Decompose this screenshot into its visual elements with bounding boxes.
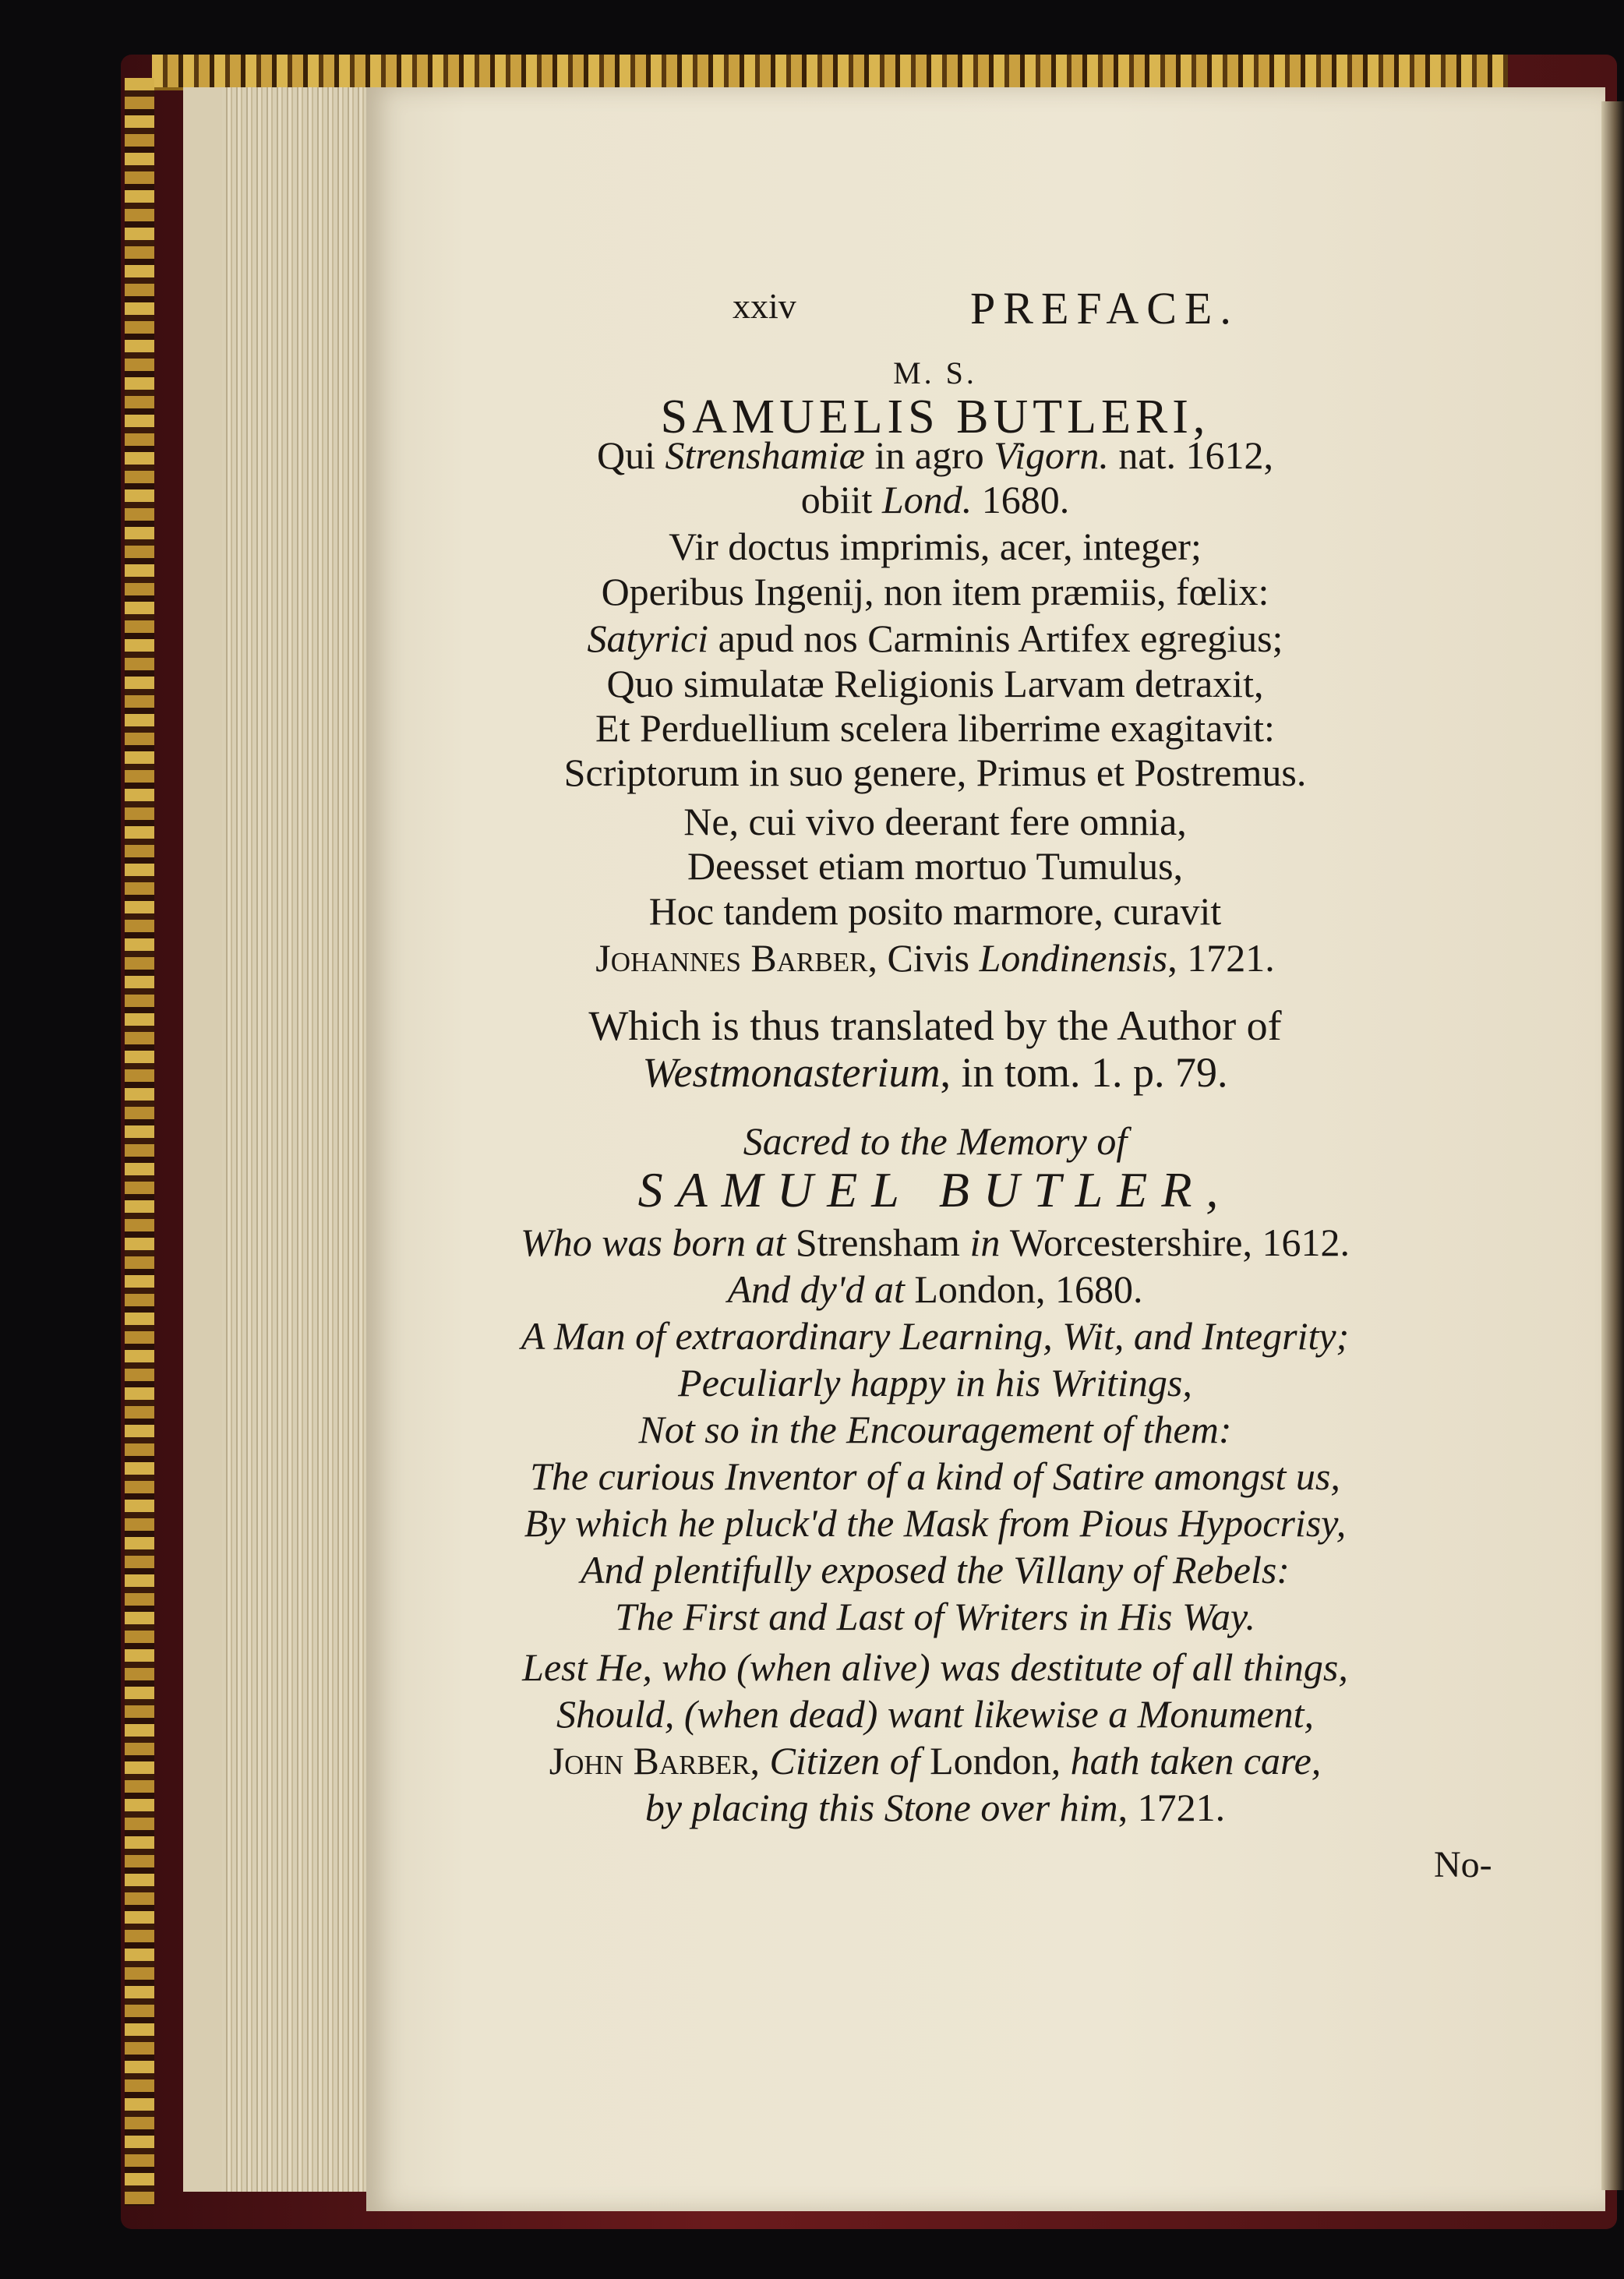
- english-signature: John Barber, Citizen of London, hath taken care,: [549, 1739, 1322, 1783]
- latin-line: Ne, cui vivo deerant fere omnia,: [683, 800, 1187, 843]
- english-line: A Man of extraordinary Learning, Wit, and Integrity;: [521, 1314, 1350, 1358]
- english-line: Not so in the Encouragement of them:: [638, 1408, 1232, 1451]
- english-line: By which he pluck'd the Mask from Pious Hypocrisy,: [524, 1501, 1347, 1545]
- latin-signature: Johannes Barber, Civis Londinensis, 1721.: [595, 936, 1275, 980]
- latin-line: Operibus Ingenij, non item præmiis, fœlix:: [601, 570, 1269, 613]
- catchword: No-: [1434, 1844, 1492, 1885]
- english-line: And plentifully exposed the Villany of Rebels:: [581, 1548, 1290, 1592]
- latin-line: Satyrici apud nos Carminis Artifex egregius;: [587, 617, 1283, 660]
- latin-line: Et Perduellium scelera liberrime exagitavit:: [595, 706, 1275, 750]
- english-line: The curious Inventor of a kind of Satire amongst us,: [530, 1454, 1340, 1498]
- english-line: Peculiarly happy in his Writings,: [678, 1361, 1192, 1404]
- latin-line: Scriptorum in suo genere, Primus et Postremus.: [563, 751, 1307, 794]
- ms-abbreviation: M. S.: [893, 355, 977, 390]
- page-fore-edge: [1601, 101, 1624, 2190]
- gilt-border-spine: [125, 78, 154, 2206]
- latin-line: Hoc tandem posito marmore, curavit: [648, 889, 1222, 933]
- latin-line: obiit Lond. 1680.: [800, 478, 1070, 521]
- english-line: Who was born at Strensham in Worcestershire, 1612.: [521, 1221, 1350, 1264]
- page-title: PREFACE.: [970, 283, 1239, 334]
- english-line: Should, (when dead) want likewise a Monument,: [556, 1692, 1315, 1736]
- english-line: Lest He, who (when alive) was destitute of all things,: [522, 1645, 1348, 1689]
- english-line: The First and Last of Writers in His Way.: [615, 1595, 1255, 1638]
- latin-line: Deesset etiam mortuo Tumulus,: [687, 844, 1184, 888]
- page-number: xxiv: [733, 286, 796, 326]
- latin-line: Quo simulatæ Religionis Larvam detraxit,: [606, 662, 1264, 705]
- english-line: by placing this Stone over him, 1721.: [644, 1786, 1226, 1829]
- page-edges: [222, 87, 378, 2192]
- english-name: SAMUEL BUTLER,: [637, 1162, 1233, 1217]
- latin-name: SAMUELIS BUTLERI,: [660, 390, 1210, 443]
- latin-line: Vir doctus imprimis, acer, integer;: [669, 525, 1202, 568]
- english-line: And dy'd at London, 1680.: [727, 1267, 1143, 1311]
- latin-line: Qui Strenshamiæ in agro Vigorn. nat. 1612,: [596, 433, 1274, 477]
- english-dedication: Sacred to the Memory of: [743, 1119, 1128, 1163]
- translation-note: Which is thus translated by the Author of: [588, 1002, 1282, 1049]
- gilt-border-top: [152, 55, 1508, 90]
- translation-source: Westmonasterium, in tom. 1. p. 79.: [642, 1049, 1228, 1096]
